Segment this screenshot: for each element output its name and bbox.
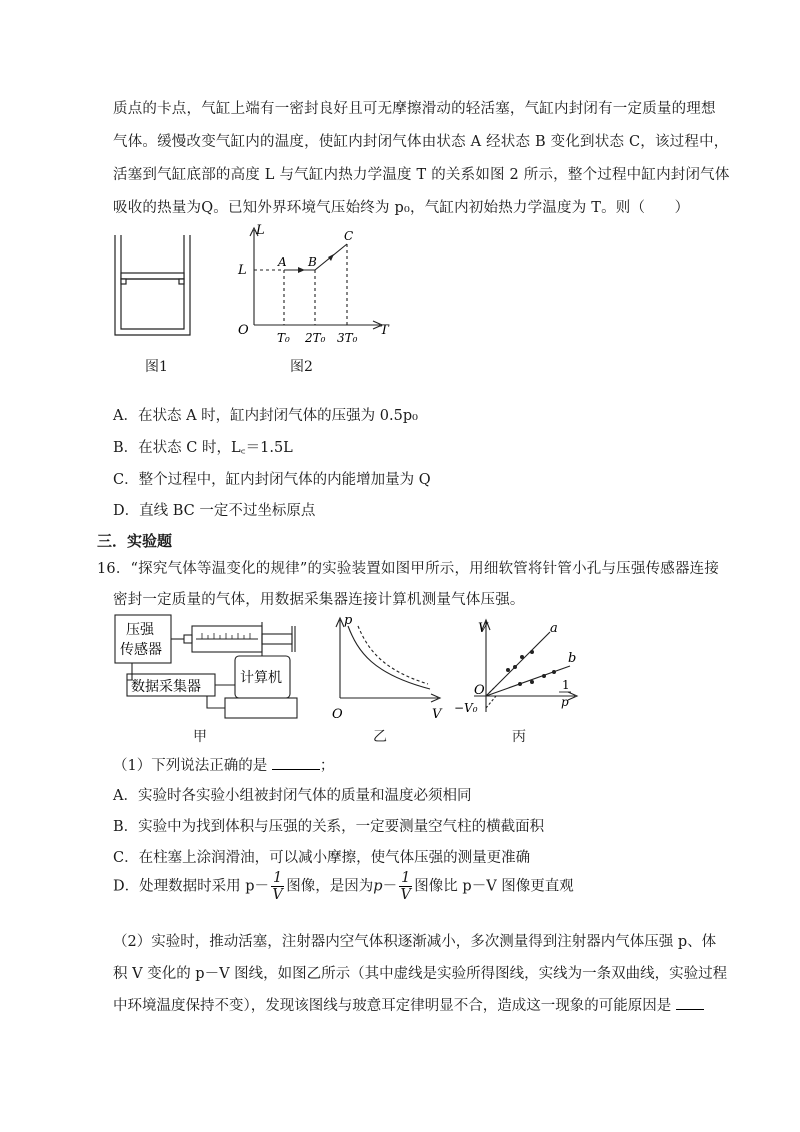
q15-option-a: A．在状态 A 时，缸内封闭气体的压强为 0.5p₀ xyxy=(113,408,418,424)
fig-bing-x-den: p xyxy=(561,695,569,709)
fig-bing-series-b: b xyxy=(568,651,577,666)
q15-line-2: 气体。缓慢改变气缸内的温度，使缸内封闭气体由状态 A 经状态 B 变化到状态 C，该过程中， xyxy=(113,134,729,150)
fig-yi-axis-y: p xyxy=(344,613,353,628)
fig2-point-a: A xyxy=(278,255,287,269)
fig2-level-label: L xyxy=(238,263,247,278)
fig-bing-point-a3 xyxy=(520,655,524,659)
q16-option-d-suffix: 图像比 p－V 图像更直观 xyxy=(414,878,574,895)
fig-bing-point-b3 xyxy=(542,674,546,678)
q16-sub1-answer-blank[interactable] xyxy=(272,769,320,770)
fig-yi-caption: 乙 xyxy=(373,729,387,745)
fig-jia-computer: 计算机 xyxy=(240,670,282,686)
q16-sub1-suffix: ； xyxy=(319,758,335,774)
q16-sub1-prompt xyxy=(113,754,334,775)
fig2-caption: 图2 xyxy=(290,359,313,375)
fig-bing-point-b2 xyxy=(530,680,534,684)
fig-bing-point-a4 xyxy=(530,650,534,654)
q16-sub2-line-2: 积 V 变化的 p－V 图线，如图乙所示（其中虚线是实验所得图线，实线为一条双曲线，实验过程 xyxy=(113,966,728,982)
q15-option-d: D．直线 BC 一定不过坐标原点 xyxy=(113,503,316,519)
q16-sub2-answer-blank[interactable] xyxy=(676,1009,704,1010)
q16-option-a: A．实验时各实验小组被封闭气体的质量和温度必须相同 xyxy=(113,788,472,804)
q16-sub1-prefix: （1）下列说法正确的是 xyxy=(113,758,268,774)
q16-option-d-fraction-1: $\frac{1}{V}$ xyxy=(272,870,283,903)
q15-option-b: B．在状态 C 时，L꜀＝1.5L xyxy=(113,440,293,456)
fig-bing-v-invp-graph xyxy=(450,612,590,727)
q16-line-2: 密封一定质量的气体，用数据采集器连接计算机测量气体压强。 xyxy=(113,592,525,608)
fig2-tick-t0: T₀ xyxy=(277,331,290,345)
fig-bing-point-a1 xyxy=(506,668,510,672)
q16-option-b: B．实验中为找到体积与压强的关系，一定要测量空气柱的横截面积 xyxy=(113,819,545,835)
fig1-caption: 图1 xyxy=(145,359,168,375)
fig-jia-collector: 数据采集器 xyxy=(131,679,201,695)
fig-bing-point-b1 xyxy=(518,682,522,686)
fig-bing-origin: O xyxy=(474,683,485,698)
fig2-point-c: C xyxy=(344,229,354,243)
q15-line-1: 质点的卡点，气缸上端有一密封良好且可无摩擦滑动的轻活塞，气缸内封闭有一定质量的理想 xyxy=(113,101,716,117)
q16-sub2-line-3-text: 中环境温度保持不变），发现该图线与玻意耳定律明显不合，造成这一现象的可能原因是 xyxy=(113,998,672,1014)
fig-bing-x-num: 1 xyxy=(562,678,570,692)
q15-option-c: C．整个过程中，缸内封闭气体的内能增加量为 Q xyxy=(113,472,431,488)
fig-jia-caption: 甲 xyxy=(193,729,207,745)
q16-option-d-minus: － xyxy=(382,878,398,895)
fig-jia-sensor-line1: 压强 xyxy=(126,622,154,638)
q16-option-d-p: p xyxy=(373,878,383,895)
fig-bing-neg-intercept: −V₀ xyxy=(454,701,478,715)
fig2-axis-y-label: L xyxy=(256,223,265,238)
q16-option-d-fraction-2: $\frac{1}{V}$ xyxy=(400,870,411,903)
q16-sub2-line-1: （2）实验时，推动活塞，注射器内空气体积逐渐减小，多次测量得到注射器内气体压强 p、体 xyxy=(113,934,717,950)
fig-bing-point-a2 xyxy=(513,665,517,669)
q16-line-1: 16．“探究气体等温变化的规律”的实验装置如图甲所示，用细软管将针管小孔与压强传感器连接 xyxy=(97,561,720,577)
fig-jia-sensor-line2: 传感器 xyxy=(120,642,162,658)
fig-yi-origin: O xyxy=(332,707,343,722)
q15-line-4: 吸收的热量为Q。已知外界环境气压始终为 p₀，气缸内初始热力学温度为 T。则（ ） xyxy=(113,200,690,216)
fig-bing-axis-y: V xyxy=(478,621,488,636)
section-title: 三．实验题 xyxy=(97,532,173,550)
fig2-origin-label: O xyxy=(238,323,249,338)
fig2-tick-2t0: 2T₀ xyxy=(305,331,326,345)
q16-option-c: C．在柱塞上涂润滑油，可以减小摩擦，使气体压强的测量更准确 xyxy=(113,850,531,866)
fig-yi-axis-x: V xyxy=(432,707,442,722)
fig-yi-p-v-graph xyxy=(328,612,448,722)
fig1-cylinder-diagram xyxy=(110,230,200,345)
fig-jia-apparatus xyxy=(112,612,317,724)
fig2-axis-x-label: T xyxy=(380,323,389,338)
fig-bing-caption: 丙 xyxy=(512,729,526,745)
fig-bing-point-b4 xyxy=(552,670,556,674)
q15-line-3: 活塞到气缸底部的高度 L 与气缸内热力学温度 T 的关系如图 2 所示，整个过程中缸内封闭气体 xyxy=(113,167,730,183)
q16-sub2-line-3 xyxy=(113,994,704,1015)
q16-option-d-prefix: D．处理数据时采用 p－ xyxy=(113,878,270,895)
fig2-point-b: B xyxy=(308,255,317,269)
fig2-l-t-graph xyxy=(230,222,395,352)
q16-option-d xyxy=(113,870,574,903)
fig-bing-series-a: a xyxy=(550,621,558,636)
fig2-tick-3t0: 3T₀ xyxy=(337,331,358,345)
q16-option-d-mid: 图像，是因为 xyxy=(286,878,374,895)
